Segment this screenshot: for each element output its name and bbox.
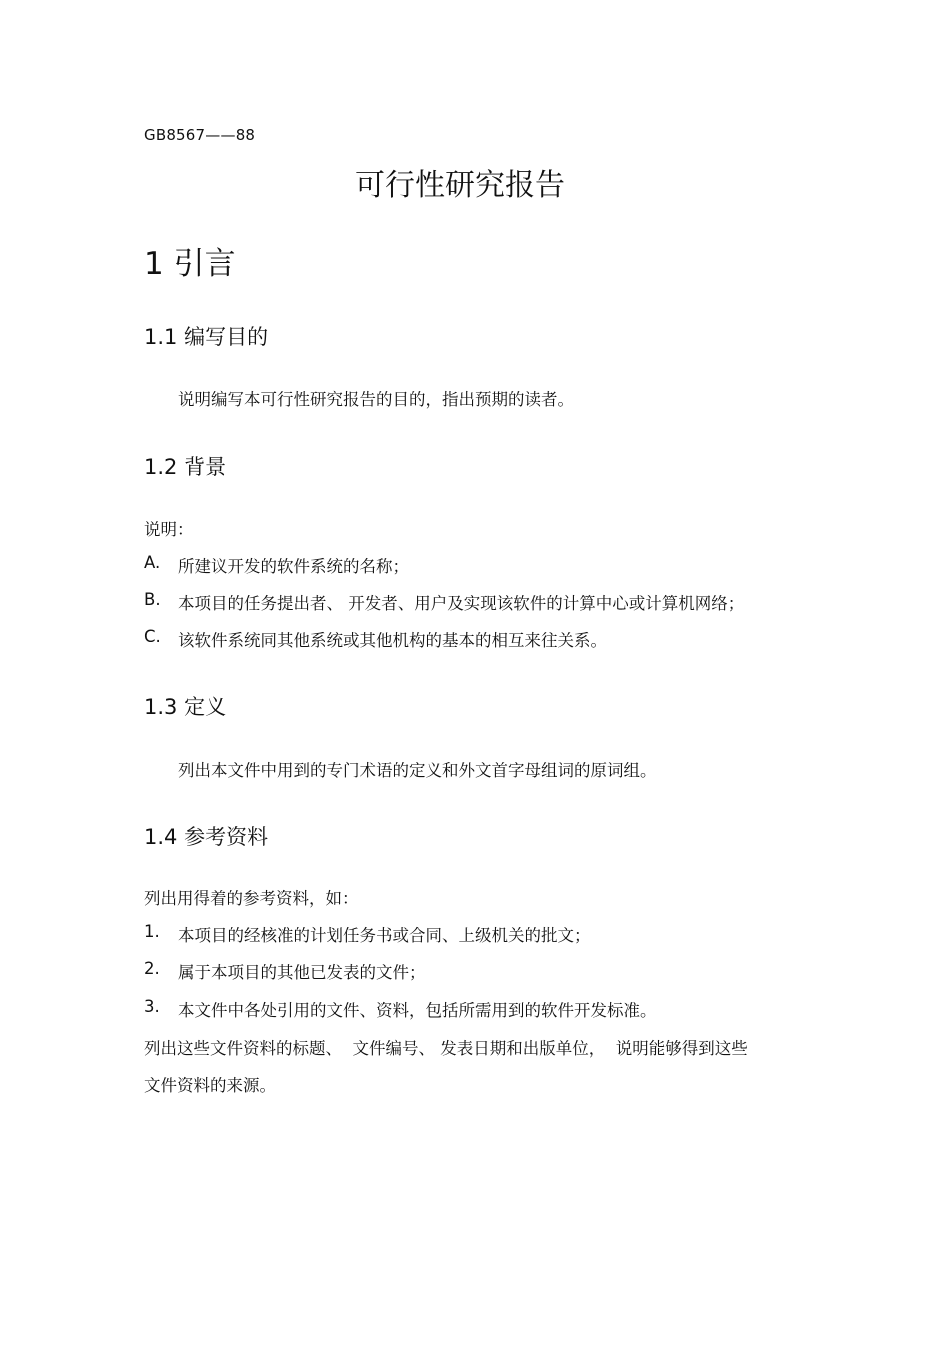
closing-paragraph-line-1: 列出这些文件资料的标题、 文件编号、 发表日期和出版单位， 说明能够得到这些: [144, 1039, 748, 1058]
standard-code: GB8567——88: [144, 126, 256, 144]
section-title: 定义: [184, 695, 227, 719]
list-text: 所建议开发的软件系统的名称；: [178, 557, 409, 576]
list-marker: 1.: [144, 922, 160, 941]
chapter-number: 1: [144, 246, 164, 282]
section-number: 1.3: [144, 695, 178, 719]
section-intro-1-4: 列出用得着的参考资料，如：: [144, 889, 359, 908]
list-marker: C.: [144, 627, 161, 646]
section-heading-1-3: [144, 691, 226, 721]
section-title: 参考资料: [184, 825, 269, 849]
section-number: 1.2: [144, 455, 178, 479]
list-text: 本项目的任务提出者、 开发者、用户及实现该软件的计算中心或计算机网络；: [178, 594, 745, 613]
list-marker: B.: [144, 590, 161, 609]
section-body-1-1: 说明编写本可行性研究报告的目的，指出预期的读者。: [178, 390, 574, 409]
list-marker: A.: [144, 553, 161, 572]
section-number: 1.1: [144, 325, 178, 349]
section-heading-1-4: [144, 821, 268, 851]
section-number: 1.4: [144, 825, 178, 849]
list-marker: 2.: [144, 959, 160, 978]
list-text: 该软件系统同其他系统或其他机构的基本的相互来往关系。: [178, 631, 607, 650]
section-body-1-3: 列出本文件中用到的专门术语的定义和外文首字母组词的原词组。: [178, 761, 657, 780]
chapter-heading: [144, 238, 236, 283]
chapter-title: 引言: [173, 246, 236, 282]
list-marker: 3.: [144, 997, 160, 1016]
closing-paragraph-line-2: 文件资料的来源。: [144, 1076, 276, 1095]
section-intro-1-2: 说明：: [144, 520, 194, 539]
list-text: 本文件中各处引用的文件、资料，包括所需用到的软件开发标准。: [178, 1001, 657, 1020]
section-heading-1-1: [144, 321, 268, 351]
section-title: 编写目的: [184, 325, 269, 349]
list-text: 属于本项目的其他已发表的文件；: [178, 963, 426, 982]
section-heading-1-2: [144, 451, 226, 481]
list-text: 本项目的经核准的计划任务书或合同、上级机关的批文；: [178, 926, 591, 945]
section-title: 背景: [184, 455, 227, 479]
document-title: 可行性研究报告: [355, 168, 565, 203]
